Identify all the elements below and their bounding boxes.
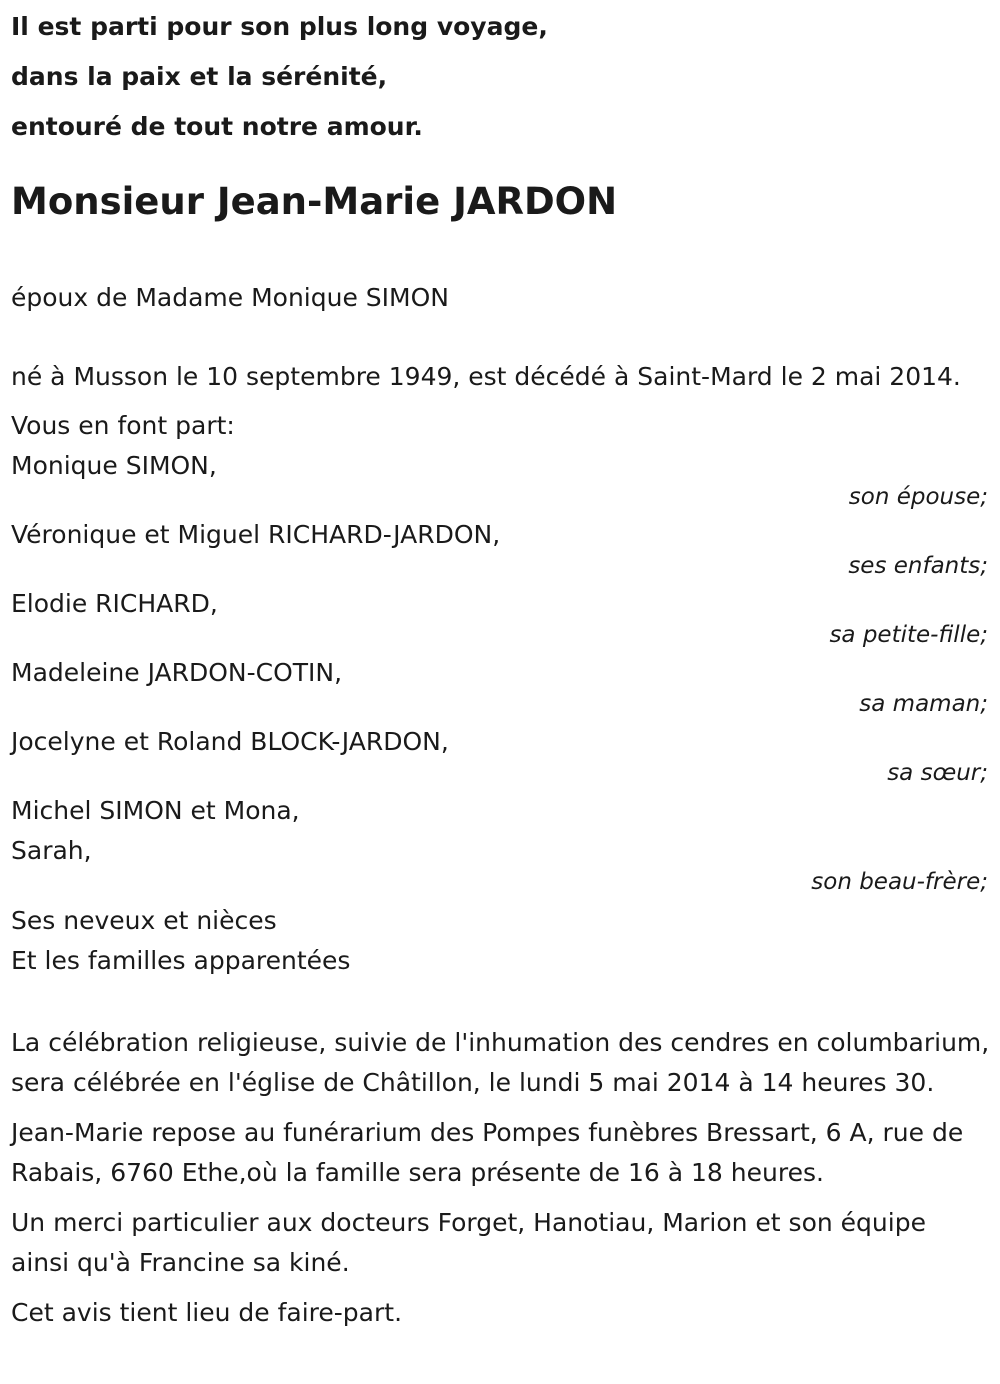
family-member — [11, 515, 990, 584]
announce-label: Vous en font part: — [11, 411, 235, 440]
family-list — [11, 406, 990, 900]
obituary-notice — [11, 0, 990, 1333]
closing-line: Cet avis tient lieu de faire-part. — [11, 1298, 403, 1327]
spouse-line: époux de Madame Monique SIMON — [11, 283, 449, 312]
member-names: Michel SIMON et Mona, — [11, 796, 300, 825]
family-member — [11, 584, 990, 653]
member-names: Véronique et Miguel RICHARD-JARDON, — [11, 520, 501, 549]
other-relatives — [11, 900, 990, 981]
intro-line: dans la paix et la sérénité, — [11, 62, 388, 91]
family-member — [11, 722, 990, 791]
member-relation: sa sœur; — [887, 760, 988, 786]
member-relation: sa maman; — [859, 691, 988, 717]
thanks-paragraph: Un merci particulier aux docteurs Forget, Hanotiau, Marion et son équipe ainsi qu'à Francine sa kiné. — [11, 1208, 926, 1277]
funeral-home-paragraph: Jean-Marie repose au funérarium des Pompes funèbres Bressart, 6 A, rue de Rabais, 6760 Ethe,où la famille sera présente de 16 à 18 heures. — [11, 1118, 964, 1187]
other-relatives-line: Et les familles apparentées — [11, 946, 351, 975]
ceremony-paragraph: La célébration religieuse, suivie de l'inhumation des cendres en columbarium, sera célébrée en l'église de Châtillon, le lundi 5 mai 2014 à 14 heures 30. — [11, 1028, 990, 1097]
member-relation: sa petite-fille; — [829, 622, 988, 648]
member-names: Sarah, — [11, 836, 92, 865]
intro-line: entouré de tout notre amour. — [11, 112, 423, 141]
member-names: Monique SIMON, — [11, 451, 217, 480]
member-names: Elodie RICHARD, — [11, 589, 218, 618]
member-relation: son beau-frère; — [811, 869, 988, 895]
member-relation: ses enfants; — [848, 553, 988, 579]
family-member — [11, 791, 990, 900]
family-member — [11, 653, 990, 722]
other-relatives-line: Ses neveux et nièces — [11, 906, 277, 935]
deceased-name: Monsieur Jean-Marie JARDON — [11, 180, 618, 223]
intro-line: Il est parti pour son plus long voyage, — [11, 12, 548, 41]
family-member — [11, 446, 990, 515]
birth-death-line: né à Musson le 10 septembre 1949, est décédé à Saint-Mard le 2 mai 2014. — [11, 362, 961, 391]
member-names: Jocelyne et Roland BLOCK-JARDON, — [11, 727, 449, 756]
member-names: Madeleine JARDON-COTIN, — [11, 658, 343, 687]
member-relation: son épouse; — [848, 484, 988, 510]
intro-verse — [11, 0, 990, 152]
